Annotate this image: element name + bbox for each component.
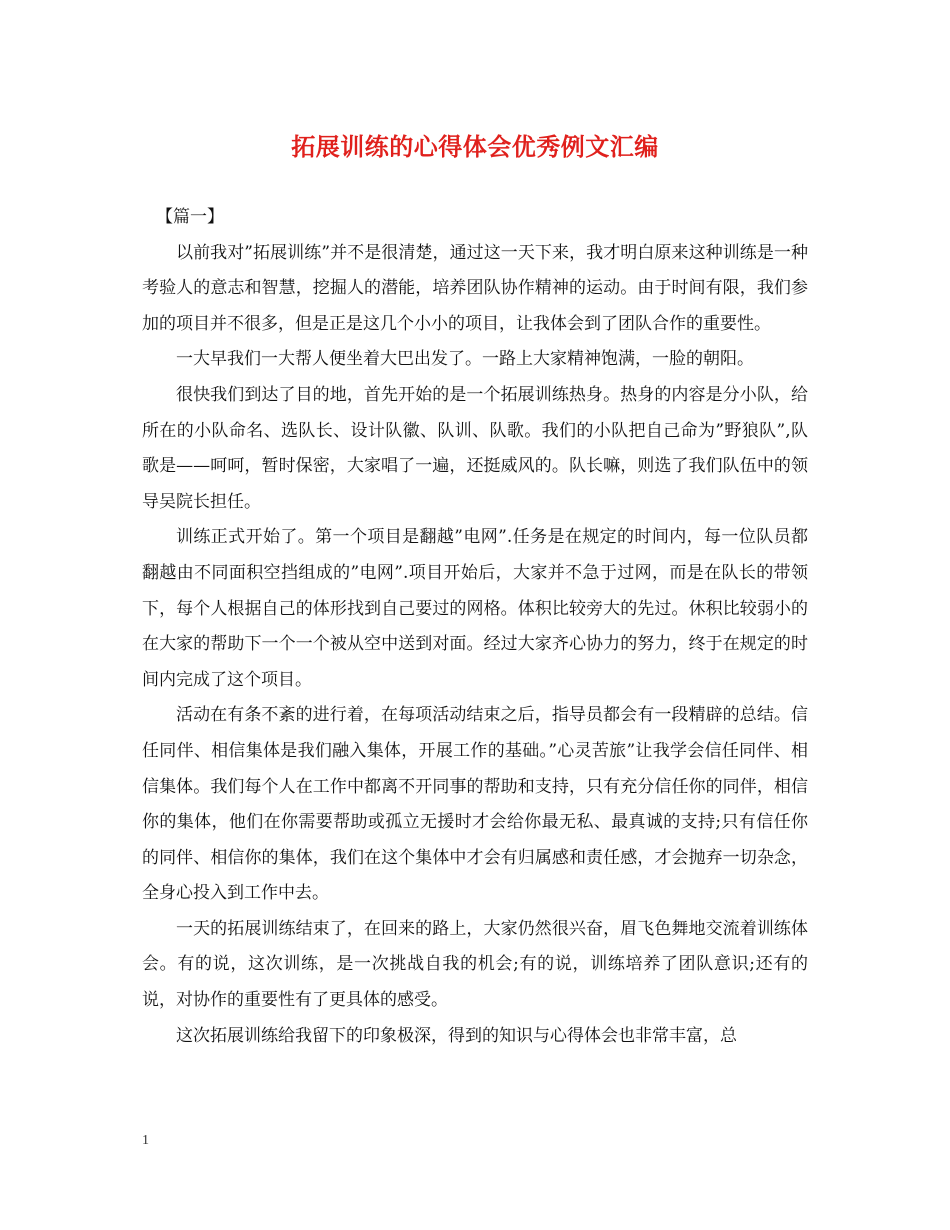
- paragraph-6: 一天的拓展训练结束了，在回来的路上，大家仍然很兴奋，眉飞色舞地交流着训练体会。有的说，这次训练，是一次挑战自我的机会;有的说，训练培养了团队意识;还有的说，对协作的重要性有了更具体的感受。: [142, 918, 808, 1011]
- document-title: 拓展训练的心得体会优秀例文汇编: [291, 132, 659, 161]
- section-label: 【篇一】: [156, 207, 224, 227]
- paragraph-5: 活动在有条不紊的进行着，在每项活动结束之后，指导员都会有一段精辟的总结。信任同伴、相信集体是我们融入集体，开展工作的基础。”心灵苦旅”让我学会信任同伴、相信集体。我们每个人在工作中都离不开同事的帮助和支持，只有充分信任你的同伴，相信你的集体，他们在你需要帮助或孤立无援时才会给你最无私、最真诚的支持;只有信任你的同伴、相信你的集体，我们在这个集体中才会有归属感和责任感，才会抛弃一切杂念，全身心投入到工作中去。: [142, 705, 808, 904]
- paragraph-7: 这次拓展训练给我留下的印象极深，得到的知识与心得体会也非常丰富，总: [176, 1025, 737, 1046]
- paragraph-3: 很快我们到达了目的地，首先开始的是一个拓展训练热身。热身的内容是分小队，给所在的小队命名、选队长、设计队徽、队训、队歌。我们的小队把自己命为”野狼队”,队歌是——呵呵，暂时保密，大家唱了一遍，还挺威风的。队长嘛，则选了我们队伍中的领导吴院长担任。: [142, 384, 808, 512]
- document-body: [142, 200, 808, 1054]
- page-number: 1: [142, 1133, 149, 1148]
- paragraph-1: 以前我对”拓展训练”并不是很清楚，通过这一天下来，我才明白原来这种训练是一种考验人的意志和智慧，挖掘人的潜能，培养团队协作精神的运动。由于时间有限，我们参加的项目并不很多，但是正是这几个小小的项目，让我体会到了团队合作的重要性。: [142, 242, 808, 334]
- paragraph-2: 一大早我们一大帮人便坐着大巴出发了。一路上大家精神饱满，一脸的朝阳。: [176, 349, 754, 370]
- paragraph-4: 训练正式开始了。第一个项目是翻越”电网”.任务是在规定的时间内，每一位队员都翻越由不同面积空挡组成的”电网”.项目开始后，大家并不急于过网，而是在队长的带领下，每个人根据自己的体形找到自己要过的网格。体积比较旁大的先过。休积比较弱小的在大家的帮助下一个一个被从空中送到对面。经过大家齐心协力的努力，终于在规定的时间内完成了这个项目。: [142, 527, 808, 690]
